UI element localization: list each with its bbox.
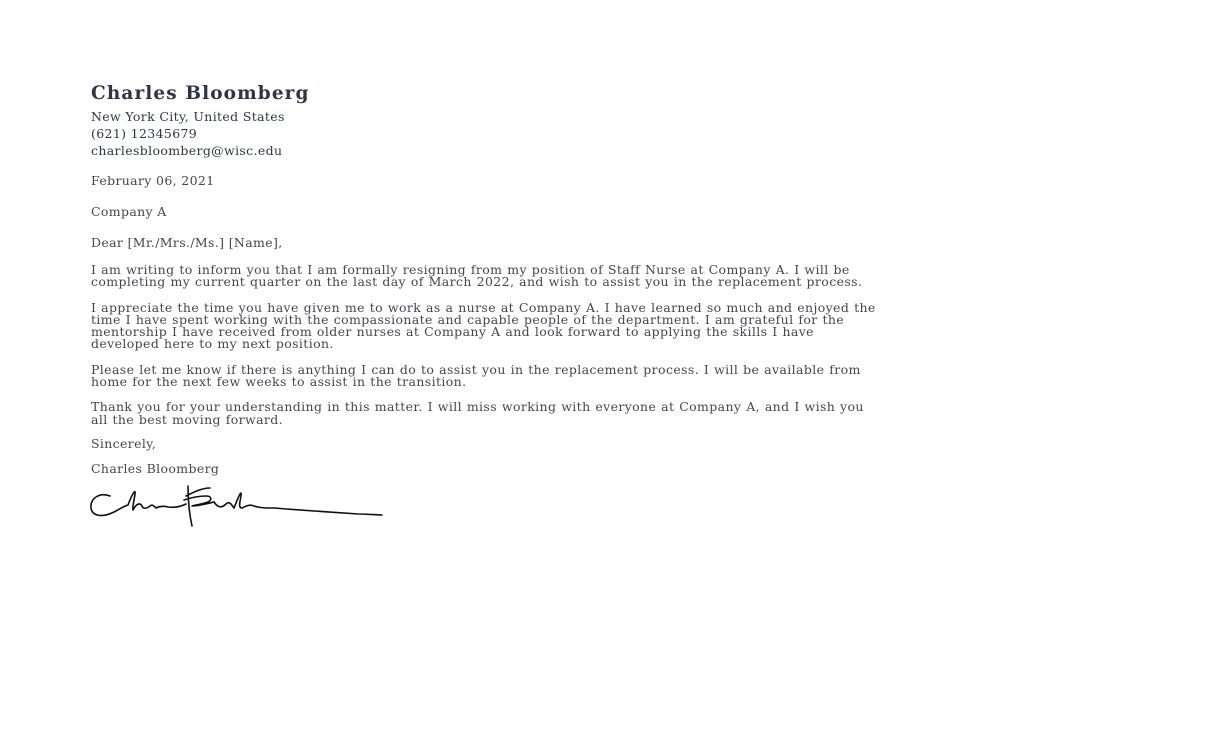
- sender-name-heading: Charles Bloomberg: [91, 83, 310, 104]
- paragraph-line: I am writing to inform you that I am formally resigning from my position of Staff Nurse at Company A. I will be: [91, 262, 850, 277]
- paragraph-line: mentorship I have received from older nurses at Company A and look forward to applying the skills I have: [91, 324, 814, 340]
- body-paragraph-2: [91, 299, 1131, 352]
- body-paragraph-1: [91, 264, 1131, 289]
- paragraph-line: home for the next few weeks to assist in the transition.: [91, 374, 467, 390]
- paragraph-line: time I have spent working with the compassionate and capable people of the department. I am grateful for the: [91, 311, 845, 327]
- closing: Sincerely,: [91, 435, 157, 451]
- body-paragraph-4: [91, 401, 1131, 426]
- resignation-letter: [91, 82, 1131, 477]
- body-paragraph-3: [91, 361, 1131, 390]
- sender-phone: (621) 12345679: [91, 126, 198, 141]
- paragraph-line: Please let me know if there is anything I can do to assist you in the replacement process. I will be available from: [91, 361, 861, 377]
- recipient: Company A: [91, 204, 167, 219]
- paragraph-line: all the best moving forward.: [91, 411, 284, 427]
- contact-block: [91, 108, 1131, 159]
- letter-date: February 06, 2021: [91, 173, 215, 188]
- sender-location: New York City, United States: [91, 109, 285, 124]
- sender-email: charlesbloomberg@wisc.edu: [91, 143, 283, 158]
- paragraph-line: developed here to my next position.: [91, 336, 334, 352]
- paragraph-line: Thank you for your understanding in this matter. I will miss working with everyone at Company A, and I wish you: [91, 399, 864, 415]
- paragraph-line: I appreciate the time you have given me to work as a nurse at Company A. I have learned so much and enjoyed the: [91, 299, 876, 315]
- paragraph-line: completing my current quarter on the last day of March 2022, and wish to assist you in the replacement process.: [91, 274, 863, 290]
- signer-name: Charles Bloomberg: [91, 460, 220, 476]
- salutation: Dear [Mr./Mrs./Ms.] [Name],: [91, 235, 283, 250]
- signature-icon: [88, 478, 388, 533]
